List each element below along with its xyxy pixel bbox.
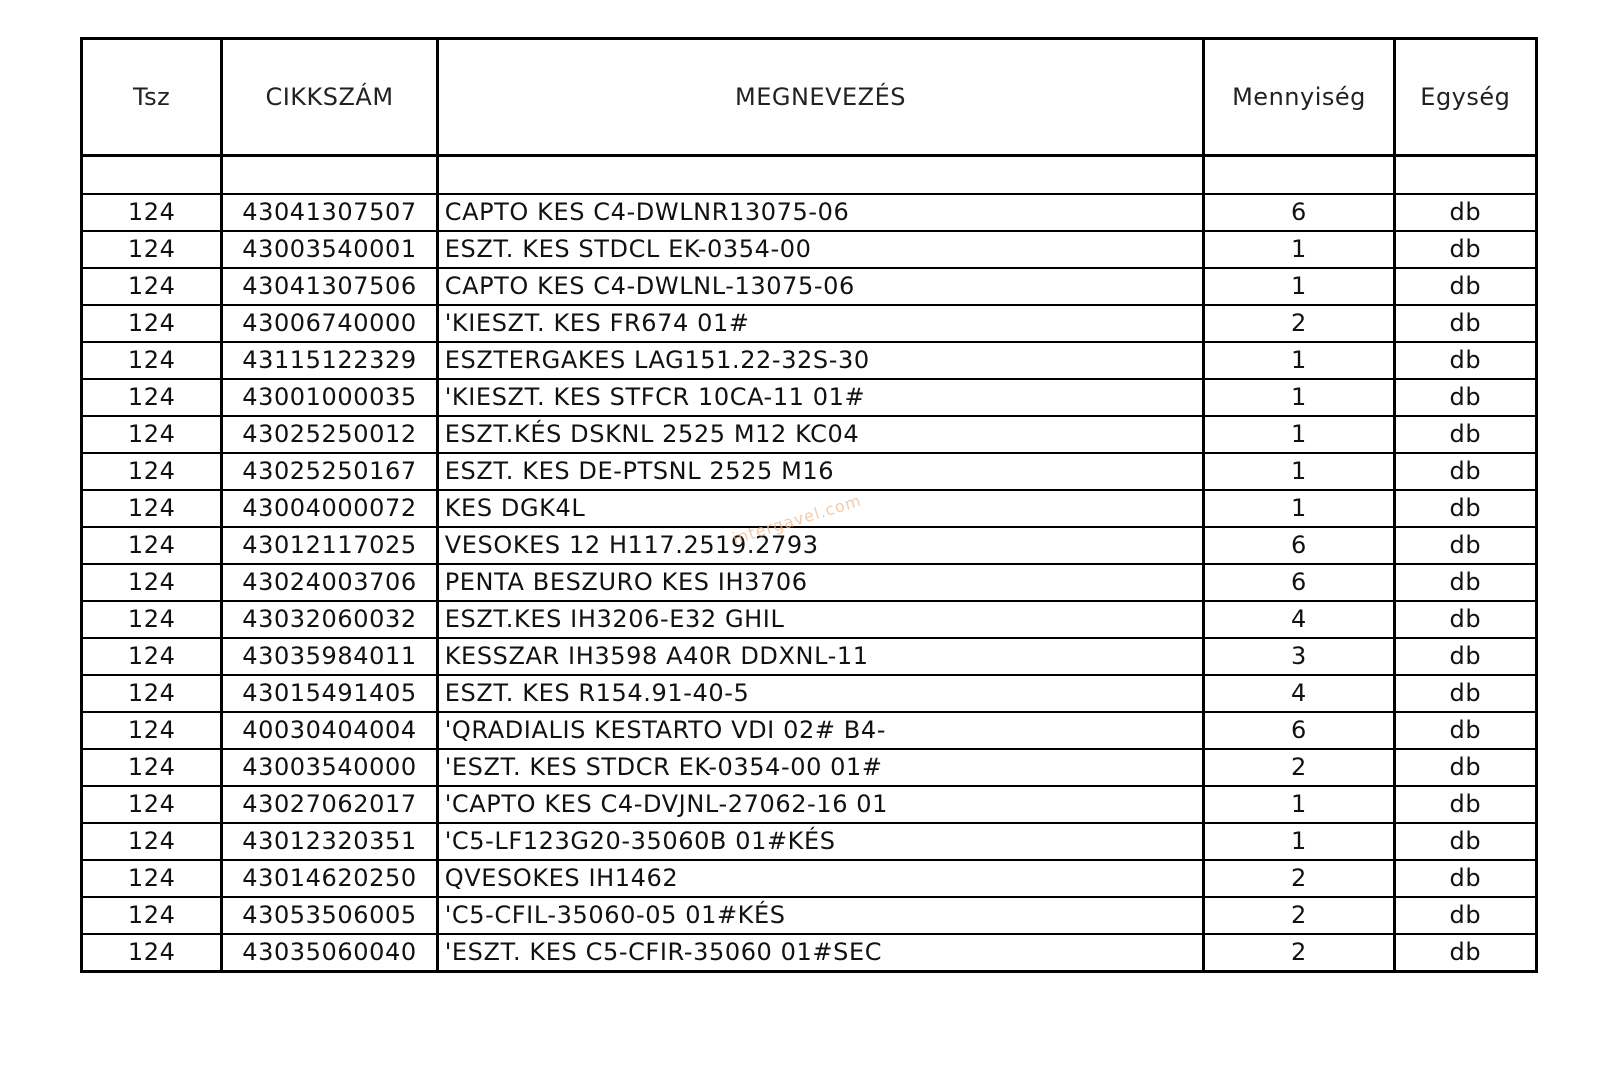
table-row — [82, 305, 1537, 342]
cell-cikkszam: 43041307507 — [222, 194, 437, 231]
cell-tsz: 124 — [82, 416, 222, 453]
cell-mennyiseg: 6 — [1204, 527, 1394, 564]
cell-egyseg: db — [1394, 712, 1536, 749]
cell-mennyiseg: 6 — [1204, 564, 1394, 601]
table-row — [82, 786, 1537, 823]
cell-mennyiseg: 6 — [1204, 712, 1394, 749]
table-row — [82, 453, 1537, 490]
table-row — [82, 934, 1537, 972]
cell-egyseg: db — [1394, 601, 1536, 638]
cell-mennyiseg: 6 — [1204, 194, 1394, 231]
blank-cell — [437, 156, 1204, 195]
cell-egyseg: db — [1394, 453, 1536, 490]
blank-cell — [1394, 156, 1536, 195]
cell-megnevezes: ESZT. KES DE-PTSNL 2525 M16 — [437, 453, 1204, 490]
cell-mennyiseg: 1 — [1204, 823, 1394, 860]
cell-cikkszam: 43014620250 — [222, 860, 437, 897]
cell-egyseg: db — [1394, 416, 1536, 453]
header-megnevezes: MEGNEVEZÉS — [437, 39, 1204, 156]
cell-cikkszam: 43025250012 — [222, 416, 437, 453]
cell-megnevezes: 'C5-CFIL-35060-05 01#KÉS — [437, 897, 1204, 934]
table-row — [82, 675, 1537, 712]
cell-cikkszam: 43025250167 — [222, 453, 437, 490]
cell-mennyiseg: 2 — [1204, 897, 1394, 934]
cell-egyseg: db — [1394, 564, 1536, 601]
cell-cikkszam: 43035984011 — [222, 638, 437, 675]
cell-megnevezes: CAPTO KES C4-DWLNL-13075-06 — [437, 268, 1204, 305]
blank-cell — [222, 156, 437, 195]
cell-cikkszam: 40030404004 — [222, 712, 437, 749]
cell-mennyiseg: 1 — [1204, 268, 1394, 305]
cell-tsz: 124 — [82, 342, 222, 379]
cell-egyseg: db — [1394, 305, 1536, 342]
table-row — [82, 379, 1537, 416]
cell-tsz: 124 — [82, 860, 222, 897]
cell-cikkszam: 43003540000 — [222, 749, 437, 786]
cell-cikkszam: 43001000035 — [222, 379, 437, 416]
cell-cikkszam: 43032060032 — [222, 601, 437, 638]
cell-mennyiseg: 3 — [1204, 638, 1394, 675]
cell-tsz: 124 — [82, 268, 222, 305]
cell-tsz: 124 — [82, 786, 222, 823]
header-egyseg: Egység — [1394, 39, 1536, 156]
cell-tsz: 124 — [82, 749, 222, 786]
cell-mennyiseg: 1 — [1204, 416, 1394, 453]
table-row — [82, 231, 1537, 268]
blank-cell — [82, 156, 222, 195]
cell-mennyiseg: 1 — [1204, 490, 1394, 527]
cell-cikkszam: 43053506005 — [222, 897, 437, 934]
blank-cell — [1204, 156, 1394, 195]
header-tsz: Tsz — [82, 39, 222, 156]
cell-tsz: 124 — [82, 675, 222, 712]
cell-megnevezes: 'KIESZT. KES FR674 01# — [437, 305, 1204, 342]
cell-cikkszam: 43041307506 — [222, 268, 437, 305]
cell-mennyiseg: 4 — [1204, 675, 1394, 712]
table-row — [82, 601, 1537, 638]
cell-cikkszam: 43006740000 — [222, 305, 437, 342]
cell-megnevezes: 'KIESZT. KES STFCR 10CA-11 01# — [437, 379, 1204, 416]
table-row — [82, 823, 1537, 860]
cell-mennyiseg: 1 — [1204, 786, 1394, 823]
cell-megnevezes: 'QRADIALIS KESTARTO VDI 02# B4- — [437, 712, 1204, 749]
cell-cikkszam: 43115122329 — [222, 342, 437, 379]
cell-tsz: 124 — [82, 897, 222, 934]
cell-mennyiseg: 1 — [1204, 342, 1394, 379]
header-cikkszam: CIKKSZÁM — [222, 39, 437, 156]
cell-tsz: 124 — [82, 379, 222, 416]
cell-egyseg: db — [1394, 379, 1536, 416]
table-body — [82, 156, 1537, 972]
cell-megnevezes: 'CAPTO KES C4-DVJNL-27062-16 01 — [437, 786, 1204, 823]
cell-megnevezes: CAPTO KES C4-DWLNR13075-06 — [437, 194, 1204, 231]
cell-egyseg: db — [1394, 527, 1536, 564]
cell-megnevezes: ESZT. KES STDCL EK-0354-00 — [437, 231, 1204, 268]
table-row — [82, 527, 1537, 564]
cell-mennyiseg: 1 — [1204, 231, 1394, 268]
cell-egyseg: db — [1394, 749, 1536, 786]
cell-megnevezes: 'ESZT. KES C5-CFIR-35060 01#SEC — [437, 934, 1204, 972]
cell-cikkszam: 43024003706 — [222, 564, 437, 601]
header-mennyiseg: Mennyiség — [1204, 39, 1394, 156]
cell-cikkszam: 43035060040 — [222, 934, 437, 972]
cell-egyseg: db — [1394, 268, 1536, 305]
cell-egyseg: db — [1394, 823, 1536, 860]
cell-tsz: 124 — [82, 527, 222, 564]
cell-megnevezes: VESOKES 12 H117.2519.2793 — [437, 527, 1204, 564]
cell-cikkszam: 43003540001 — [222, 231, 437, 268]
cell-tsz: 124 — [82, 934, 222, 972]
cell-tsz: 124 — [82, 712, 222, 749]
table-row — [82, 712, 1537, 749]
table-row — [82, 416, 1537, 453]
cell-tsz: 124 — [82, 231, 222, 268]
cell-megnevezes: QVESOKES IH1462 — [437, 860, 1204, 897]
cell-mennyiseg: 2 — [1204, 749, 1394, 786]
cell-egyseg: db — [1394, 786, 1536, 823]
table-row — [82, 749, 1537, 786]
header-row — [82, 39, 1537, 156]
table-row — [82, 638, 1537, 675]
cell-egyseg: db — [1394, 897, 1536, 934]
cell-tsz: 124 — [82, 194, 222, 231]
cell-megnevezes: 'ESZT. KES STDCR EK-0354-00 01# — [437, 749, 1204, 786]
cell-egyseg: db — [1394, 675, 1536, 712]
cell-tsz: 124 — [82, 453, 222, 490]
watermark-text: intergavel.com — [730, 490, 864, 549]
cell-mennyiseg: 1 — [1204, 453, 1394, 490]
table-row — [82, 897, 1537, 934]
cell-tsz: 124 — [82, 601, 222, 638]
cell-tsz: 124 — [82, 823, 222, 860]
cell-mennyiseg: 2 — [1204, 860, 1394, 897]
cell-megnevezes: ESZTERGAKES LAG151.22-32S-30 — [437, 342, 1204, 379]
cell-megnevezes: ESZT.KÉS DSKNL 2525 M12 KC04 — [437, 416, 1204, 453]
cell-cikkszam: 43012117025 — [222, 527, 437, 564]
cell-cikkszam: 43004000072 — [222, 490, 437, 527]
cell-mennyiseg: 4 — [1204, 601, 1394, 638]
cell-egyseg: db — [1394, 860, 1536, 897]
cell-mennyiseg: 2 — [1204, 934, 1394, 972]
cell-megnevezes: KES DGK4L — [437, 490, 1204, 527]
table-row — [82, 860, 1537, 897]
cell-megnevezes: PENTA BESZURO KES IH3706 — [437, 564, 1204, 601]
cell-cikkszam: 43027062017 — [222, 786, 437, 823]
cell-megnevezes: KESSZAR IH3598 A40R DDXNL-11 — [437, 638, 1204, 675]
cell-cikkszam: 43015491405 — [222, 675, 437, 712]
cell-egyseg: db — [1394, 638, 1536, 675]
cell-egyseg: db — [1394, 231, 1536, 268]
cell-egyseg: db — [1394, 342, 1536, 379]
cell-megnevezes: 'C5-LF123G20-35060B 01#KÉS — [437, 823, 1204, 860]
cell-egyseg: db — [1394, 490, 1536, 527]
cell-tsz: 124 — [82, 638, 222, 675]
blank-row — [82, 156, 1537, 195]
cell-egyseg: db — [1394, 934, 1536, 972]
cell-tsz: 124 — [82, 564, 222, 601]
table-row — [82, 342, 1537, 379]
cell-egyseg: db — [1394, 194, 1536, 231]
cell-mennyiseg: 2 — [1204, 305, 1394, 342]
cell-tsz: 124 — [82, 490, 222, 527]
table-row — [82, 268, 1537, 305]
cell-mennyiseg: 1 — [1204, 379, 1394, 416]
cell-cikkszam: 43012320351 — [222, 823, 437, 860]
cell-tsz: 124 — [82, 305, 222, 342]
table-row — [82, 194, 1537, 231]
cell-megnevezes: ESZT. KES R154.91-40-5 — [437, 675, 1204, 712]
table-row — [82, 564, 1537, 601]
cell-megnevezes: ESZT.KES IH3206-E32 GHIL — [437, 601, 1204, 638]
